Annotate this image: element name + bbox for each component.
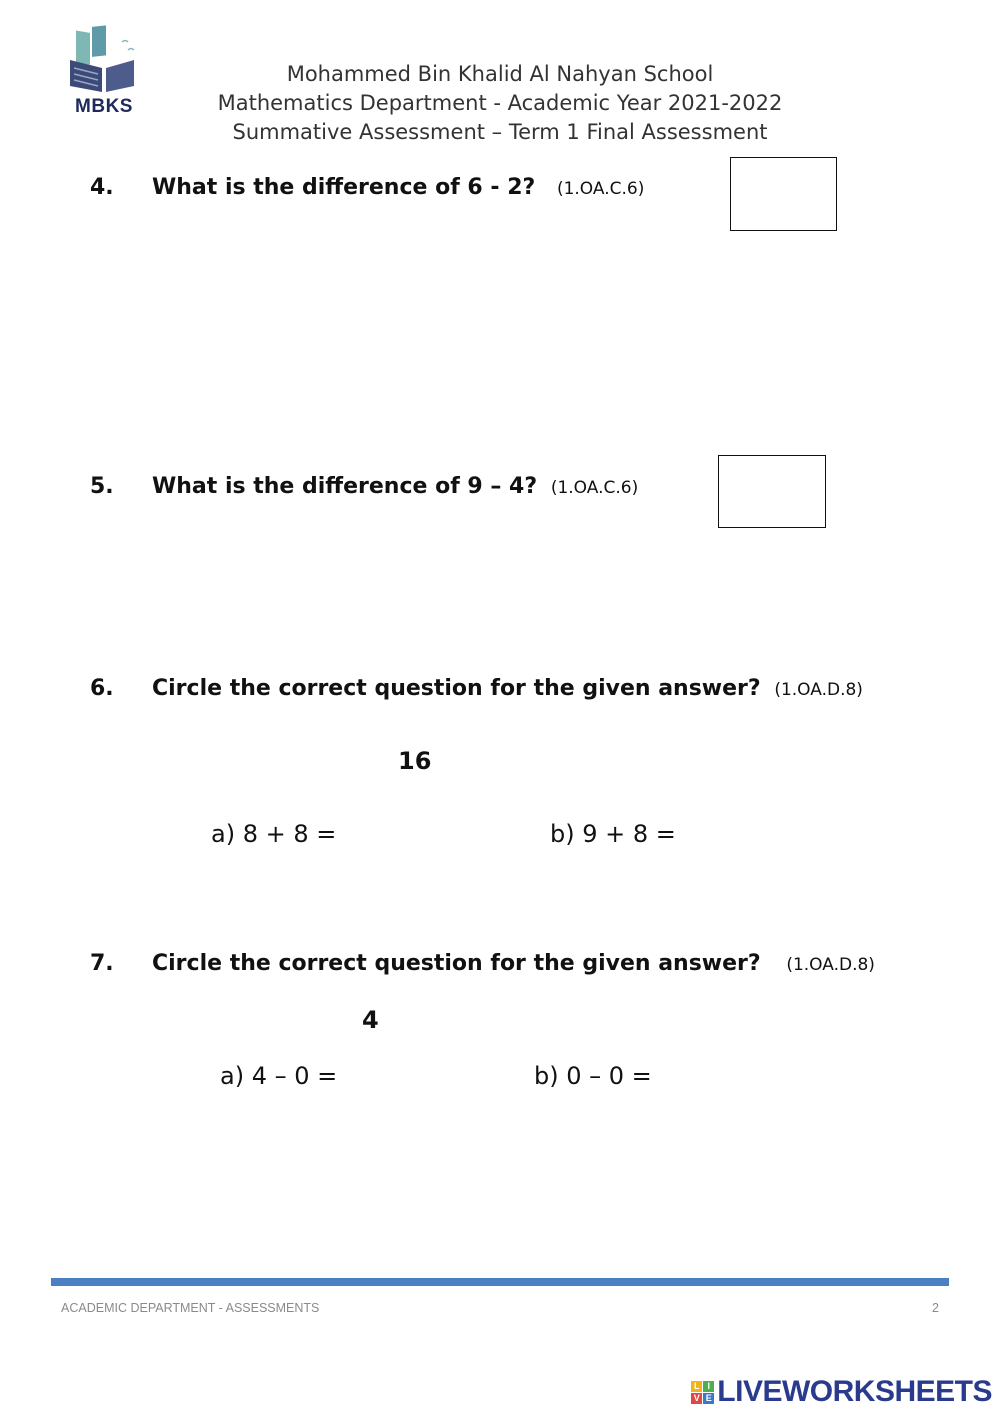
- question-5-standard: (1.OA.C.6): [550, 478, 639, 498]
- question-6-text: [152, 676, 863, 701]
- school-name: Mohammed Bin Khalid Al Nahyan School: [286, 62, 714, 86]
- question-4-standard: (1.OA.C.6): [556, 179, 645, 199]
- question-7-standard: (1.OA.D.8): [786, 955, 875, 975]
- question-4-text: [152, 175, 644, 200]
- question-6-option-a[interactable]: a) 8 + 8 =: [211, 820, 337, 848]
- question-5-text: [152, 474, 638, 499]
- question-6-given-answer: 16: [398, 747, 432, 775]
- footer-divider: [51, 1278, 949, 1286]
- liveworksheets-logo-icon: [691, 1381, 714, 1404]
- question-7-prompt: Circle the correct question for the given answer?: [152, 951, 761, 976]
- page-number: 2: [932, 1301, 939, 1315]
- question-7-text: [152, 951, 875, 976]
- question-7-number: 7.: [90, 951, 114, 976]
- question-6-number: 6.: [90, 676, 114, 701]
- question-6-standard: (1.OA.D.8): [774, 680, 863, 700]
- department-line: Mathematics Department - Academic Year 2021-2022: [217, 91, 783, 115]
- question-6-prompt: Circle the correct question for the given answer?: [152, 676, 761, 701]
- tile-v: V: [691, 1393, 702, 1404]
- footer-label: ACADEMIC DEPARTMENT - ASSESSMENTS: [61, 1301, 320, 1315]
- question-5-number: 5.: [90, 474, 114, 499]
- book-logo-icon: [62, 24, 146, 96]
- tile-l: L: [691, 1381, 702, 1392]
- liveworksheets-watermark: [691, 1374, 992, 1410]
- question-4-answer-box[interactable]: [730, 157, 837, 231]
- question-7-option-b[interactable]: b) 0 – 0 =: [534, 1062, 652, 1090]
- question-7-option-a[interactable]: a) 4 – 0 =: [220, 1062, 338, 1090]
- question-5-prompt: What is the difference of 9 – 4?: [152, 474, 538, 499]
- question-6-option-b[interactable]: b) 9 + 8 =: [550, 820, 676, 848]
- question-7-given-answer: 4: [362, 1006, 379, 1034]
- tile-e: E: [703, 1393, 714, 1404]
- assessment-line: Summative Assessment – Term 1 Final Assessment: [232, 120, 768, 144]
- watermark-text: LIVEWORKSHEETS: [717, 1375, 992, 1408]
- tile-i: I: [703, 1381, 714, 1392]
- question-4-prompt: What is the difference of 6 - 2?: [152, 175, 536, 200]
- question-4-number: 4.: [90, 175, 114, 200]
- logo-text: MBKS: [75, 96, 133, 117]
- question-5-answer-box[interactable]: [718, 455, 826, 528]
